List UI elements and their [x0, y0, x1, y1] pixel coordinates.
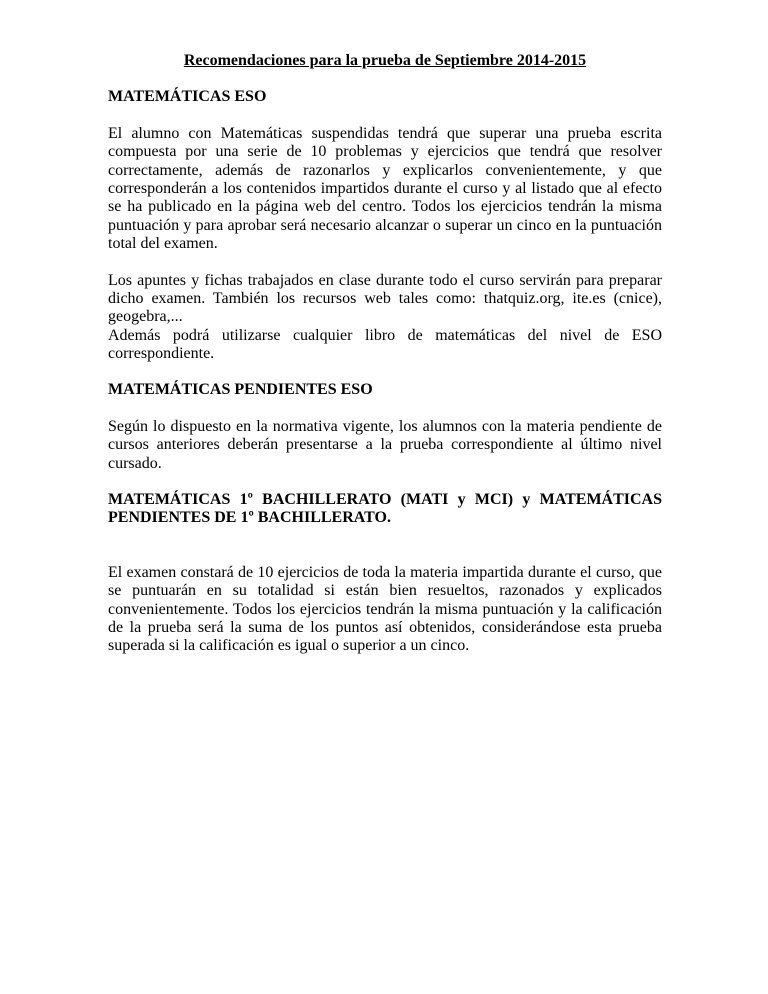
paragraph: El examen constará de 10 ejercicios de toda la materia impartida durante el curso, que se puntuarán en su totalidad si están bien resueltos, razonados y explicados convenientemente. Todos los ejercicios tendrán la misma puntuación y la calificación de la prueba será la suma de los puntos así obtenidos, considerándose esta prueba superada si la calificación es igual o superior a un cinco.	[108, 563, 662, 655]
document-title: Recomendaciones para la prueba de Septiembre 2014-2015	[183, 52, 587, 69]
paragraph: Los apuntes y fichas trabajados en clase durante todo el curso servirán para preparar dicho examen. También los recursos web tales como: thatquiz.org, ite.es (cnice), geogebra,...	[108, 271, 662, 326]
section-matematicas-pendientes-eso	[108, 381, 662, 473]
section-heading: MATEMÁTICAS PENDIENTES ESO	[108, 381, 373, 399]
section-heading: MATEMÁTICAS 1º BACHILLERATO (MATI y MCI) y MATEMÁTICAS PENDIENTES DE 1º BACHILLERATO.	[108, 491, 662, 527]
section-matematicas-eso	[108, 88, 662, 363]
section-matematicas-bachillerato	[108, 491, 662, 656]
paragraph: Según lo dispuesto en la normativa vigente, los alumnos con la materia pendiente de cursos anteriores deberán presentarse a la prueba correspondiente al último nivel cursado.	[108, 417, 662, 472]
paragraph: Además podrá utilizarse cualquier libro de matemáticas del nivel de ESO correspondiente.	[108, 326, 662, 363]
section-heading: MATEMÁTICAS ESO	[108, 88, 267, 106]
paragraph: El alumno con Matemáticas suspendidas tendrá que superar una prueba escrita compuesta por una serie de 10 problemas y ejercicios que tendrá que resolver correctamente, además de razonarlos y explicarlos convenientemente, y que corresponderán a los contenidos impartidos durante el curso y al listado que al efecto se ha publicado en la página web del centro. Todos los ejercicios tendrán la misma puntuación y para aprobar será necesario alcanzar o superar un cinco en la puntuación total del examen.	[108, 124, 662, 253]
